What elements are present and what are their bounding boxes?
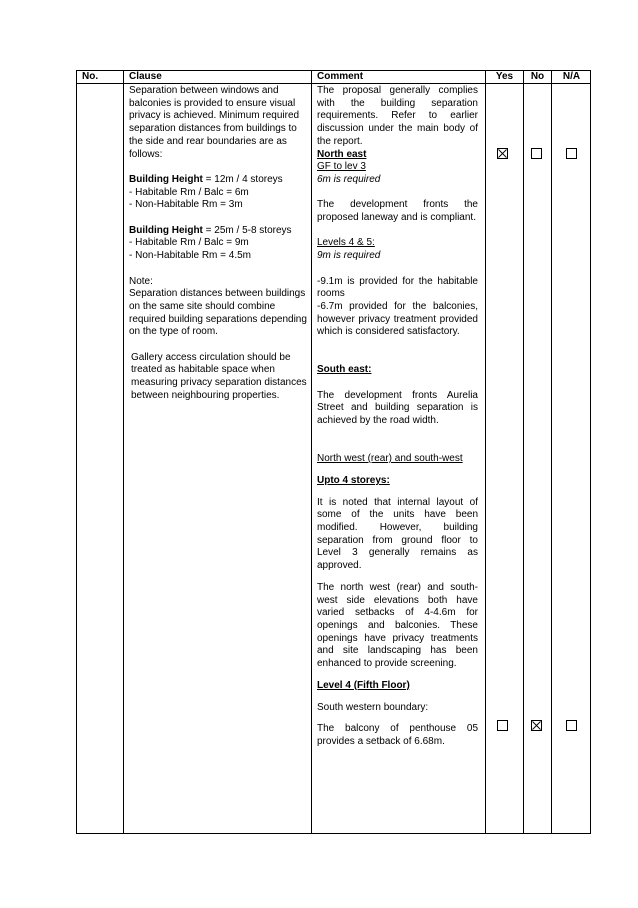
comment-intro: The proposal generally complies with the building separation requirements. Refer to earlier discussion under the main body of the report. <box>317 85 478 147</box>
non-habitable-requirement-3m: - Non-Habitable Rm = 3m <box>129 199 243 211</box>
levels-4-5-balconies: -6.7m provided for the balconies, however privacy treatment provided which is considered satisfactory. <box>317 300 478 338</box>
column-divider-no-col <box>551 70 552 834</box>
building-height-25m <box>129 225 307 238</box>
building-height-label: Building Height <box>129 173 203 185</box>
gallery-access-note: Gallery access circulation should be treated as habitable space when measuring privacy separation distances between neighbouring properties. <box>131 351 307 401</box>
north-west-heading: North west (rear) and south-west <box>317 453 463 465</box>
note-text: Separation distances between buildings on the same site should combine required building separations depending on the type of room. <box>129 288 307 338</box>
column-divider-comment <box>485 70 486 834</box>
habitable-requirement-9m: - Habitable Rm / Balc = 9m <box>129 237 249 249</box>
levels-4-5-requirement: 9m is required <box>317 250 381 262</box>
header-no-col: No <box>530 71 545 82</box>
no-checkbox-level-4[interactable] <box>531 720 542 731</box>
na-checkbox-north-east[interactable] <box>566 148 577 159</box>
north-east-requirement: 6m is required <box>317 173 381 185</box>
clause-intro: Separation between windows and balconies is provided to ensure visual privacy is achieved. Minimum required separation distances from buildings to the side and rear boundaries are as follows: <box>129 85 300 160</box>
note-label: Note: <box>129 275 153 287</box>
column-divider-no <box>123 70 124 834</box>
column-divider-yes <box>523 70 524 834</box>
non-habitable-requirement-4-5m: - Non-Habitable Rm = 4.5m <box>129 250 251 262</box>
penthouse-setback-comment: The balcony of penthouse 05 provides a setback of 6.68m. <box>317 723 478 747</box>
levels-4-5-heading: Levels 4 & 5: <box>317 237 375 249</box>
level-4-heading: Level 4 (Fifth Floor) <box>317 679 410 691</box>
check-mark-icon <box>532 721 541 730</box>
building-height-label: Building Height <box>129 224 203 236</box>
habitable-requirement-6m: - Habitable Rm / Balc = 6m <box>129 186 249 198</box>
levels-4-5-habitable: -9.1m is provided for the habitable rooms <box>317 275 478 300</box>
north-east-comment: The development fronts the proposed laneway and is compliant. <box>317 199 478 224</box>
header-na: N/A <box>562 71 581 82</box>
building-height-value: = 25m / 5-8 storeys <box>202 224 292 236</box>
clause-cell <box>129 85 307 403</box>
header-comment: Comment <box>317 71 364 82</box>
north-west-comment: The north west (rear) and south-west side elevations both have varied setbacks of 4-4.6m for openings and balconies. These openings have privacy treatments and site landscaping has been enhanced to provide screening. <box>317 581 478 670</box>
south-east-comment: The development fronts Aurelia Street and building separation is achieved by the road width. <box>317 389 478 427</box>
header-no: No. <box>82 71 99 82</box>
no-checkbox-north-east[interactable] <box>531 148 542 159</box>
upto-4-storeys-comment: It is noted that internal layout of some of the units have been modified. However, building separation from ground floor to Level 3 generally remains as approved. <box>317 496 478 572</box>
header-divider <box>76 83 591 84</box>
south-western-boundary: South western boundary: <box>317 701 429 713</box>
column-divider-clause <box>311 70 312 834</box>
header-yes: Yes <box>495 71 514 82</box>
upto-4-storeys-heading: Upto 4 storeys: <box>317 474 390 486</box>
yes-checkbox-level-4[interactable] <box>497 720 508 731</box>
na-checkbox-level-4[interactable] <box>566 720 577 731</box>
south-east-heading: South east: <box>317 364 372 376</box>
north-east-heading: North east <box>317 148 367 160</box>
building-height-value: = 12m / 4 storeys <box>202 173 283 185</box>
check-mark-icon <box>498 149 507 158</box>
north-east-levels: GF to lev 3 <box>317 161 366 173</box>
header-clause: Clause <box>129 71 162 82</box>
comment-cell <box>317 85 478 749</box>
yes-checkbox-north-east[interactable] <box>497 148 508 159</box>
building-height-12m <box>129 174 307 187</box>
